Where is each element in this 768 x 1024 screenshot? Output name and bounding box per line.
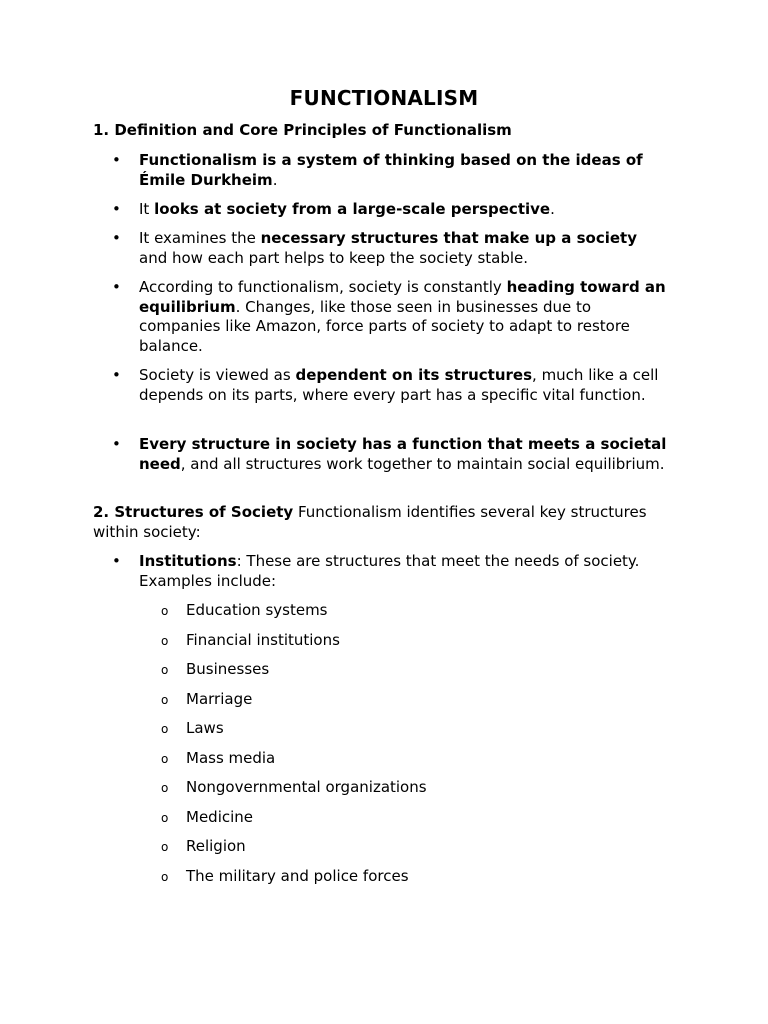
list-item: Society is viewed as dependent on its structures, much like a cell depends on its parts, where every part has a specific vital function. xyxy=(139,366,659,404)
sub-bullet-marker: o xyxy=(161,840,169,854)
sub-bullet-marker: o xyxy=(161,693,169,707)
list-item: It looks at society from a large-scale perspective. xyxy=(139,200,555,218)
sub-bullet-marker: o xyxy=(161,663,169,677)
sub-list-item: Education systems xyxy=(186,601,328,619)
list-item: According to functionalism, society is constantly heading toward an equilibrium. Changes, like those seen in businesses due to companies like Amazon, force parts of society to adapt to restore balance. xyxy=(139,278,666,355)
sub-list-item: Medicine xyxy=(186,808,254,826)
sub-list-item: Religion xyxy=(186,837,246,855)
bullet-marker: • xyxy=(112,435,121,453)
list-item-institutions: Institutions: These are structures that meet the needs of society. Examples include: xyxy=(139,552,640,590)
sub-bullet-marker: o xyxy=(161,752,169,766)
sub-list-item: Nongovernmental organizations xyxy=(186,778,427,796)
sub-bullet-marker: o xyxy=(161,870,169,884)
bullet-marker: • xyxy=(112,151,121,169)
bullet-marker: • xyxy=(112,200,121,218)
bullet-marker: • xyxy=(112,229,121,247)
section-1-heading: 1. Definition and Core Principles of Functionalism xyxy=(93,121,512,139)
sub-bullet-marker: o xyxy=(161,722,169,736)
section-2-heading: 2. Structures of Society Functionalism identifies several key structures within society: xyxy=(93,503,647,541)
document-title: FUNCTIONALISM xyxy=(289,86,479,110)
sub-list-item: Financial institutions xyxy=(186,631,340,649)
sub-list-item: The military and police forces xyxy=(186,867,409,885)
sub-list-item: Marriage xyxy=(186,690,253,708)
bullet-marker: • xyxy=(112,366,121,384)
sub-bullet-marker: o xyxy=(161,781,169,795)
list-item: Functionalism is a system of thinking based on the ideas of Émile Durkheim. xyxy=(139,151,643,189)
sub-bullet-marker: o xyxy=(161,811,169,825)
list-item: Every structure in society has a function that meets a societal need, and all structures work together to maintain social equilibrium. xyxy=(139,435,667,473)
sub-list-item: Mass media xyxy=(186,749,276,767)
bullet-marker: • xyxy=(112,552,121,570)
sub-bullet-marker: o xyxy=(161,604,169,618)
bullet-marker: • xyxy=(112,278,121,296)
list-item: It examines the necessary structures that make up a society and how each part helps to keep the society stable. xyxy=(139,229,637,267)
sub-list-item: Laws xyxy=(186,719,224,737)
sub-bullet-marker: o xyxy=(161,634,169,648)
sub-list-item: Businesses xyxy=(186,660,270,678)
